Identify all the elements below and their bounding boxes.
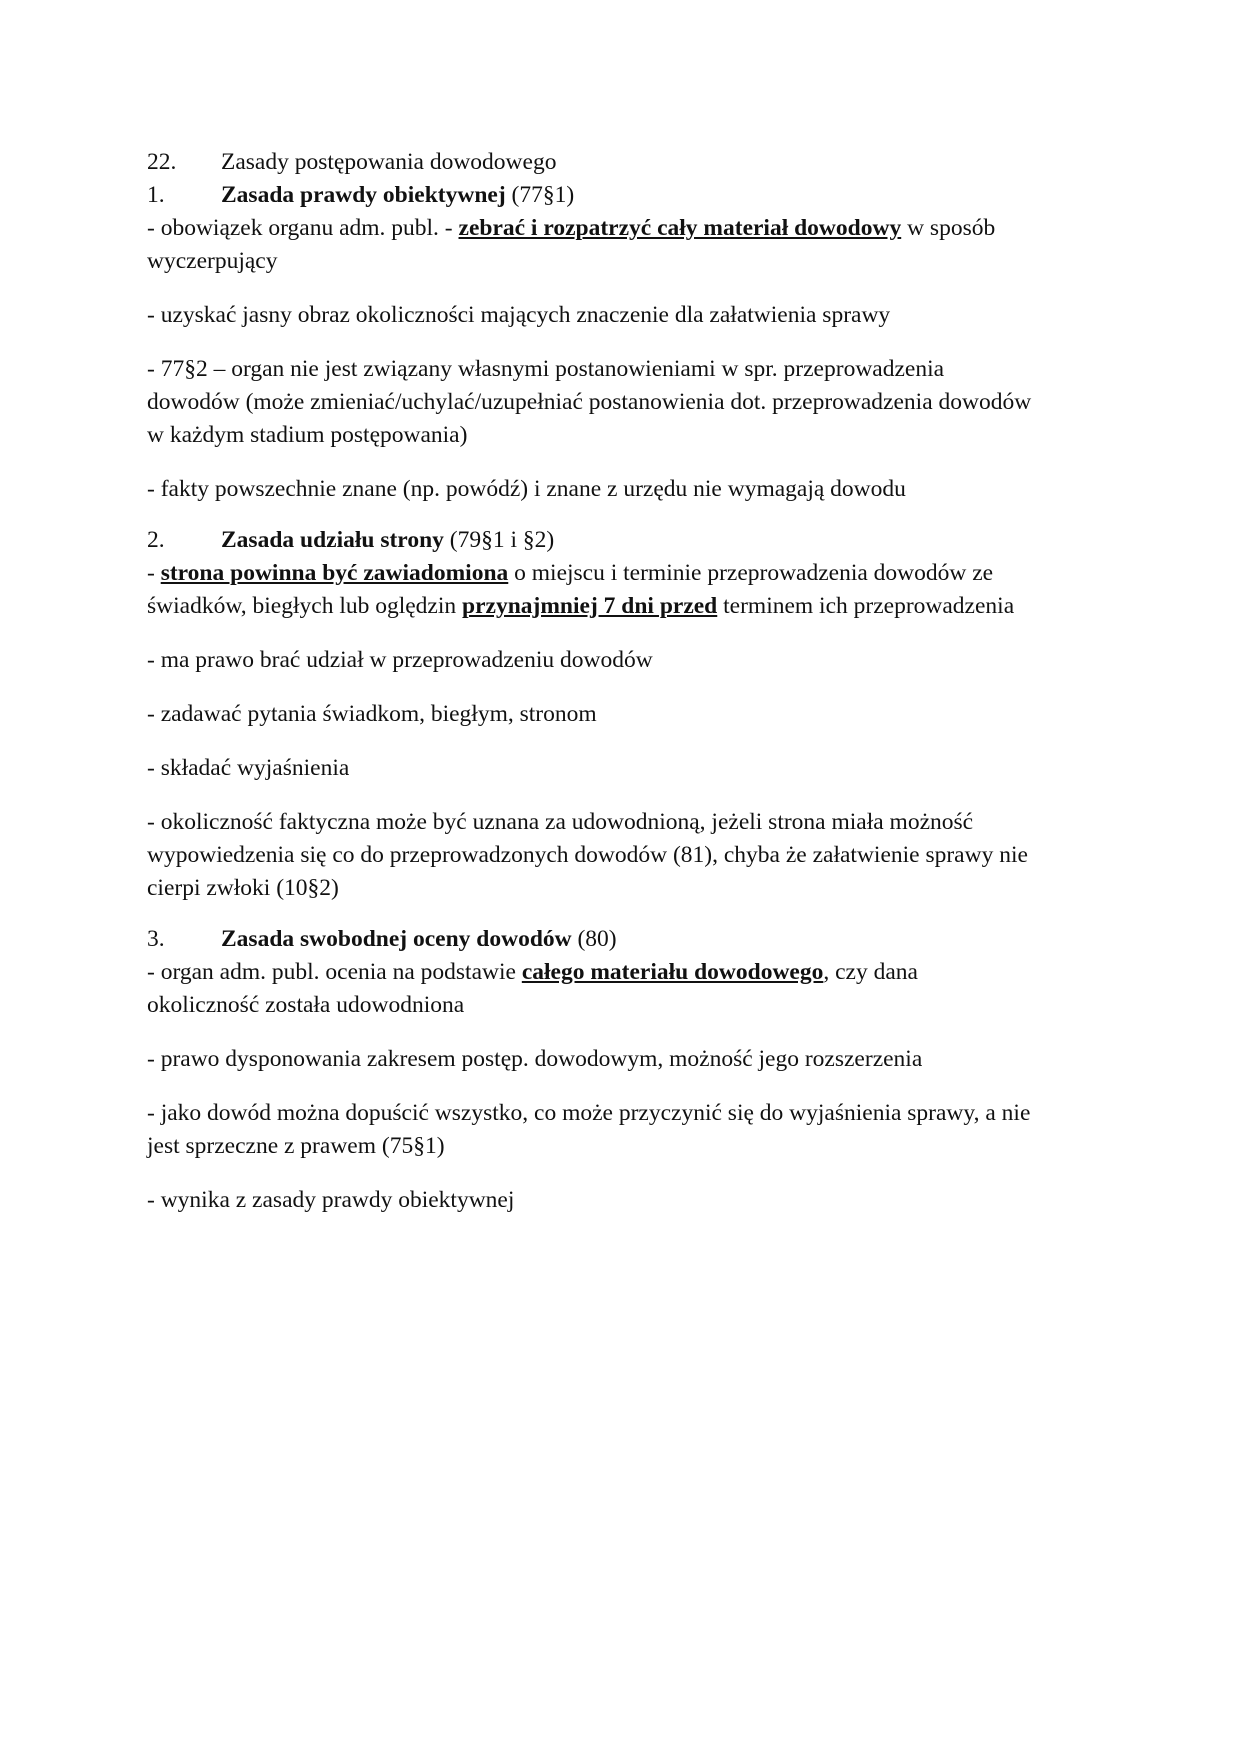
s1-p1-text-a: - obowiązek organu adm. publ. - — [147, 215, 459, 241]
s3-point-2: - prawo dysponowania zakresem postęp. dowodowym, możność jego rozszerzenia — [147, 1046, 923, 1072]
section-2-ref: (79§1 i §2) — [443, 527, 555, 553]
s3-point-3-line-1: - jako dowód można dopuścić wszystko, co może przyczynić się do wyjaśnienia sprawy, a nie — [147, 1100, 1031, 1126]
s3-point-1 — [147, 956, 1097, 989]
s3-p1-text-c: , czy dana — [823, 959, 918, 985]
section-1-title: Zasada prawdy obiektywnej — [221, 182, 506, 208]
section-3-title: Zasada swobodnej oceny dowodów — [221, 926, 572, 952]
section-1-ref: (77§1) — [505, 182, 575, 208]
s2-point-5-line-1: - okoliczność faktyczna może być uznana za udowodnioną, jeżeli strona miała możność — [147, 809, 974, 835]
s2-p1-text-f: terminem ich przeprowadzenia — [717, 593, 1015, 619]
s1-point-1-cont: wyczerpujący — [147, 248, 278, 274]
s2-point-1 — [147, 557, 1097, 590]
s1-point-3-line-2: dowodów (może zmieniać/uchylać/uzupełniać postanowienia dot. przeprowadzenia dowodów — [147, 389, 1032, 415]
s3-point-3-line-2: jest sprzeczne z prawem (75§1) — [147, 1133, 445, 1159]
section-1-heading — [147, 179, 1097, 212]
s2-point-4: - składać wyjaśnienia — [147, 755, 350, 781]
s2-point-1-cont — [147, 590, 1097, 623]
s1-p1-emphasis: zebrać i rozpatrzyć cały materiał dowodowy — [458, 215, 902, 241]
s2-p1-text-a: - — [147, 560, 161, 586]
s2-point-5-line-2: wypowiedzenia się co do przeprowadzonych dowodów (81), chyba że załatwienie sprawy nie — [147, 842, 1028, 868]
s2-point-5-line-3: cierpi zwłoki (10§2) — [147, 875, 339, 901]
section-1-number: 1. — [147, 182, 165, 208]
section-3-number: 3. — [147, 926, 165, 952]
document-page — [147, 146, 1097, 1217]
s1-point-2: - uzyskać jasny obraz okoliczności mających znaczenie dla załatwienia sprawy — [147, 302, 891, 328]
s3-point-1-cont: okoliczność została udowodniona — [147, 992, 465, 1018]
s3-point-4: - wynika z zasady prawdy obiektywnej — [147, 1187, 515, 1213]
s3-p1-text-a: - organ adm. publ. ocenia na podstawie — [147, 959, 522, 985]
title-number: 22. — [147, 149, 177, 175]
section-2-heading — [147, 524, 1097, 557]
s1-p1-text-c: w sposób — [901, 215, 996, 241]
section-2-title: Zasada udziału strony — [221, 527, 444, 553]
s2-point-3: - zadawać pytania świadkom, biegłym, stronom — [147, 701, 597, 727]
s1-point-3-line-3: w każdym stadium postępowania) — [147, 422, 468, 448]
title-text: Zasady postępowania dowodowego — [221, 149, 557, 175]
s2-p1-text-c: o miejscu i terminie przeprowadzenia dowodów ze — [508, 560, 994, 586]
s2-point-2: - ma prawo brać udział w przeprowadzeniu dowodów — [147, 647, 653, 673]
section-3-heading — [147, 923, 1097, 956]
s1-point-3-line-1: - 77§2 – organ nie jest związany własnymi postanowieniami w spr. przeprowadzenia — [147, 356, 945, 382]
section-2-number: 2. — [147, 527, 165, 553]
s3-p1-emphasis: całego materiału dowodowego — [521, 959, 824, 985]
s2-p1-text-d: świadków, biegłych lub oględzin — [147, 593, 463, 619]
s1-point-1 — [147, 212, 1097, 245]
document-title — [147, 146, 1097, 179]
s1-point-4: - fakty powszechnie znane (np. powódź) i znane z urzędu nie wymagają dowodu — [147, 476, 906, 502]
s2-p1-emphasis: strona powinna być zawiadomiona — [160, 560, 509, 586]
s2-p1-emphasis-2: przynajmniej 7 dni przed — [462, 593, 718, 619]
section-3-ref: (80) — [571, 926, 617, 952]
